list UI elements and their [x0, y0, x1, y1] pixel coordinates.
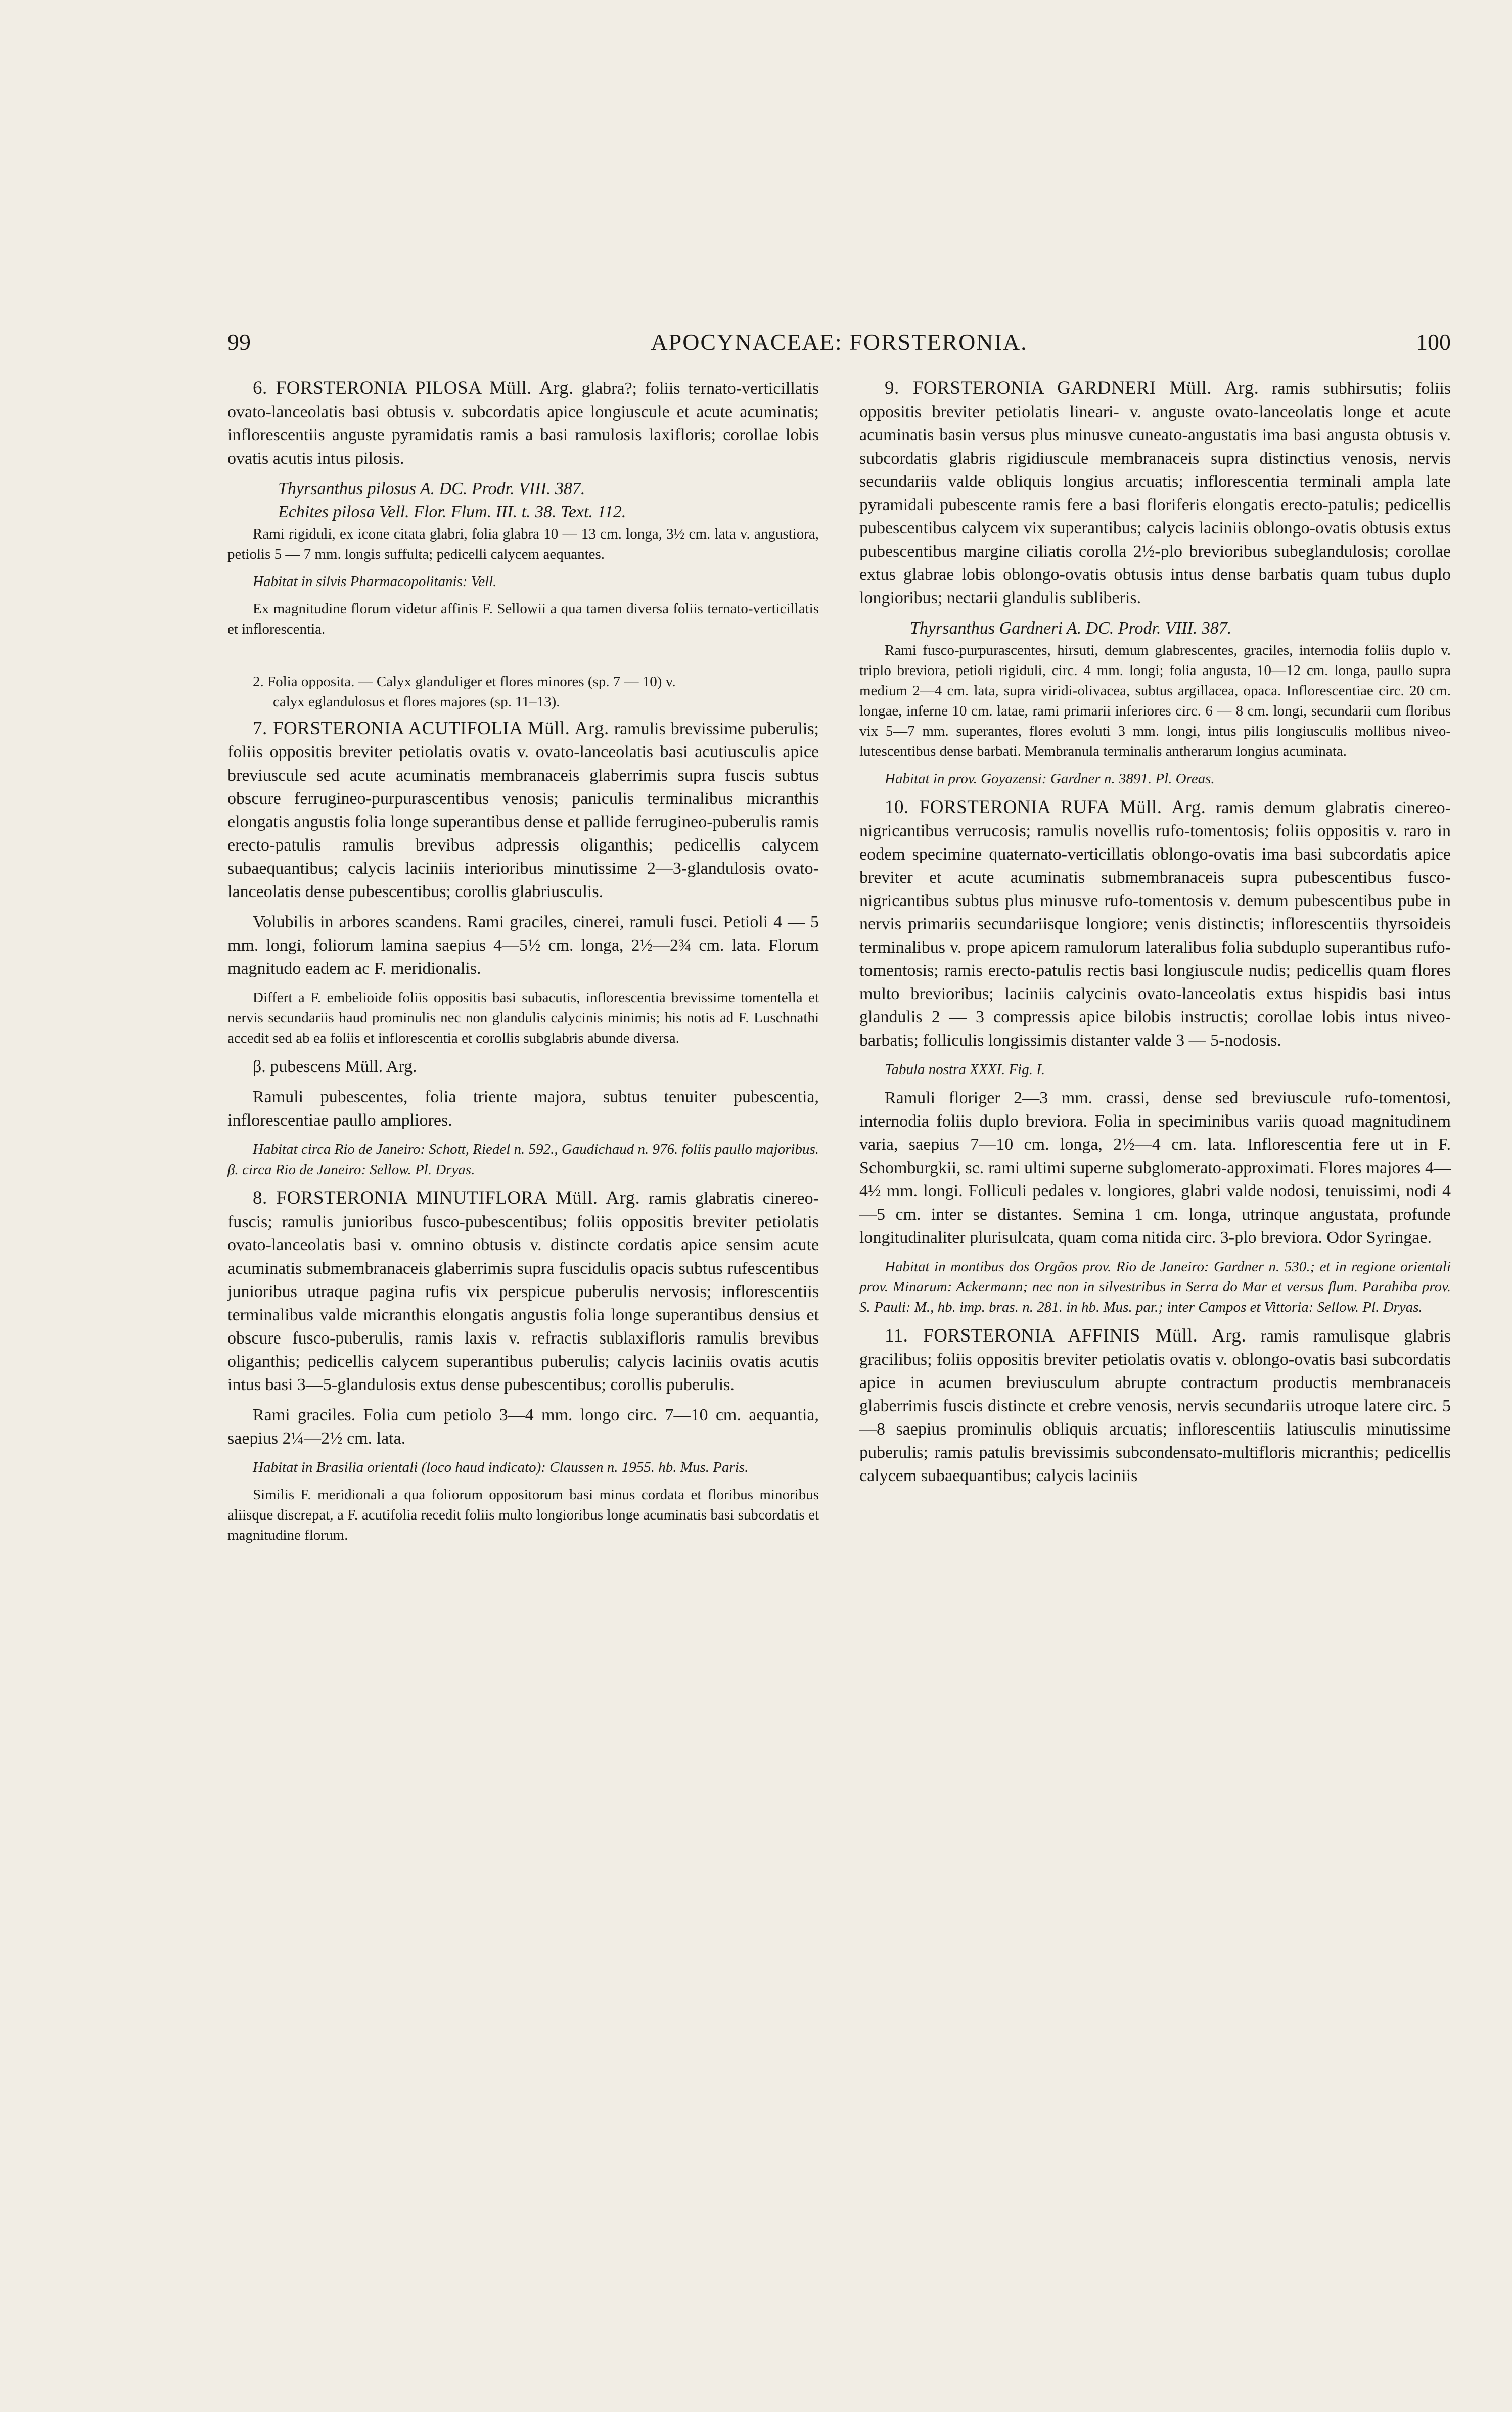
- species-description: Volubilis in arbores scandens. Rami graciles, cinerei, ramuli fusci. Petioli 4 — 5 mm. longi, foliorum lamina saepius 4—5½ cm. longa, 2½—2¾ cm. lata. Florum magnitudo eadem ac F. meridionalis.: [227, 913, 819, 978]
- column-divider: [843, 384, 844, 2093]
- species-entry-7: [227, 717, 819, 1180]
- species-entry-11: [859, 1324, 1451, 1488]
- species-diagnosis: ramis ramulisque glabris gracilibus; foliis oppositis breviter petiolatis ovatis v. oblongo-ovatis basi subcordatis apice in acumen breviusculum abrupte contractum productis membranaceis glaberrimis fuscis distincte et crebre venosis, nervis secundariis utroque latere circ. 5—8 saepius prominulis obliquis arcuatis; inflorescentiis latiusculis minutissime puberulis; ramis patulis brevissimis subcondensato-multifloris micranthis; pedicellis calycem subaequantibus; calycis laciniis: [859, 1327, 1451, 1485]
- species-note: Similis F. meridionali a qua foliorum oppositorum basi minus cordata et floribus minoribus aliisque discrepat, a F. acutifolia recedit foliis multo longioribus longe acuminatis basi subcordatis et magnitudine florum.: [227, 1487, 819, 1543]
- species-title: 8. FORSTERONIA MINUTIFLORA Müll. Arg.: [253, 1188, 640, 1209]
- habitat: Habitat in prov. Goyazensi: Gardner n. 3891. Pl. Oreas.: [885, 771, 1215, 787]
- habitat: Habitat in montibus dos Orgãos prov. Rio de Janeiro: Gardner n. 530.; et in regione orientali prov. Minarum: Ackermann; nec non in silvestribus in Serra do Mar et versus flum. Parahiba prov. S. Pauli: M., hb. imp. bras. n. 281. in hb. Mus. par.; inter Campos et Vittoria: Sellow. Pl. Dryas.: [859, 1259, 1451, 1315]
- running-header: [227, 329, 1451, 369]
- synonym: Echites pilosa Vell. Flor. Flum. III. t. 38. Text. 112.: [278, 503, 626, 521]
- spacer: [227, 646, 819, 666]
- habitat: Habitat circa Rio de Janeiro: Schott, Riedel n. 592., Gaudichaud n. 976. foliis paullo majoribus. β. circa Rio de Janeiro: Sellow. Pl. Dryas.: [227, 1141, 819, 1178]
- species-diagnosis: glabra?; foliis ternato-verticillatis ovato-lanceolatis basi obtusis v. subcordatis apice longiuscule et acute acuminatis; inflorescentiis anguste pyramidatis ramis a basi ramulosis laxifloris; corollae lobis ovatis acutis intus pilosis.: [227, 379, 819, 468]
- right-column: [859, 377, 1451, 1495]
- species-title: 9. FORSTERONIA GARDNERI Müll. Arg.: [885, 378, 1259, 398]
- species-title: 10. FORSTERONIA RUFA Müll. Arg.: [885, 797, 1206, 818]
- species-diagnosis: ramis glabratis cinereo-fuscis; ramulis junioribus fusco-pubescentibus; foliis oppositis breviter petiolatis ovato-lanceolatis basi v. omnino obtusis v. distincte cordatis apice sensim acute acuminatis submembranaceis glaberrimis supra fuscidulis opacis subtus rufescentibus junioribus utraque pagina rufis vix perspicue puberulis nervosis; inflorescentiis terminalibus valde micranthis elongatis angustis folia longe superantibus densius et obscure fusco-puberulis, ramis laxis v. refractis sublaxifloris ramulis brevibus oliganthis; pedicellis calycem superantibus puberulis; calycis laciniis ovatis acutis intus basi 3—5-glandulosis extus dense pubescentibus; corollis puberulis.: [227, 1189, 819, 1394]
- species-entry-10: [859, 796, 1451, 1317]
- synonym: Thyrsanthus pilosus A. DC. Prodr. VIII. 387.: [278, 479, 585, 498]
- key-line: calyx eglandulosus et flores majores (sp. 11–13).: [273, 694, 560, 710]
- left-column: [227, 377, 819, 1552]
- running-title: APOCYNACEAE: FORSTERONIA.: [651, 329, 1028, 355]
- variety-description: Ramuli pubescentes, folia triente majora, subtus tenuiter pubescentia, inflorescentiae paullo ampliores.: [227, 1088, 819, 1130]
- species-description: Rami fusco-purpurascentes, hirsuti, demum glabrescentes, graciles, internodia foliis duplo v. triplo breviora, petioli rigiduli, circ. 4 mm. longi; folia angusta, 10—12 cm. longa, paullo supra medium 2—4 cm. lata, supra viridi-olivacea, subtus argillacea, opaca. Inflorescentiae circ. 20 cm. longae, inferne 10 cm. latae, rami primarii inferiores circ. 6 — 8 cm. longi, secundarii cum floribus vix 5—7 mm. superantes, flores evoluti 3 mm. longi, intus pilis longiusculis mollibus niveo-lutescentibus dense barbati. Membranula terminalis antherarum longius acuminata.: [859, 642, 1451, 760]
- species-description: Rami rigiduli, ex icone citata glabri, folia glabra 10 — 13 cm. longa, 3½ cm. lata v. angustiora, petiolis 5 — 7 mm. longis suffulta; pedicelli calycem aequantes.: [227, 526, 819, 562]
- species-diagnosis: ramis demum glabratis cinereo-nigricantibus verrucosis; ramulis novellis rufo-tomentosis; foliis oppositis v. raro in eodem specimine quaternato-verticillatis oblongo-ovatis ima basi subcordatis apice breviter et acute acuminatis submembranaceis supra pubescentibus fusco-nigricantibus subtus plus minusve rufo-tomentosis v. demum pubescentibus pube in nervis primariis secundariisque longiore; venis distinctis; inflorescentiis thyrsoideis terminalibus v. prope apicem ramulorum lateralibus folia subduplo superantibus rufo-tomentosis; ramis erecto-patulis rectis basi longiuscule nudis; pedicellis quam flores multo brevioribus; laciniis calycinis ovato-lanceolatis extus hispidis basi intus glandulis 2 — 3 compressis apice bilobis instructis; corollae lobis intus niveo-barbatis; folliculis longissimis distanter valde 3 — 5-nodosis.: [859, 798, 1451, 1050]
- key-line: 2. Folia opposita. — Calyx glanduliger et flores minores (sp. 7 — 10) v.: [253, 674, 676, 690]
- habitat: Habitat in Brasilia orientali (loco haud indicato): Claussen n. 1955. hb. Mus. Paris.: [253, 1459, 749, 1476]
- key-couplet: [227, 672, 819, 712]
- page-number-right: 100: [1416, 329, 1451, 355]
- species-title: 7. FORSTERONIA ACUTIFOLIA Müll. Arg.: [253, 718, 609, 739]
- species-diagnosis: ramulis brevissime puberulis; foliis oppositis breviter petiolatis ovatis v. ovato-lanceolatis basi acutiusculis apice breviuscule sed acute acuminatis membranaceis glaberrimis supra fuscis subtus obscure ferrugineo-purpurascentibus venosis; paniculis terminalibus micranthis elongatis angustis folia longe superantibus dense et pallide ferrugineo-puberulis ramis erecto-patulis ramulis brevibus adpressis oliganthis; pedicellis calycem subaequantibus; calycis laciniis interioribus minutissime 2—3-glandulosis ovato-lanceolatis dense pubescentibus; corollis glabriusculis.: [227, 720, 819, 901]
- species-note: Ex magnitudine florum videtur affinis F. Sellowii a qua tamen diversa foliis ternato-verticillatis et inflorescentia.: [227, 601, 819, 637]
- species-entry-8: [227, 1187, 819, 1545]
- page-number-left: 99: [227, 329, 251, 355]
- species-entry-9: [859, 377, 1451, 789]
- species-description: Ramuli floriger 2—3 mm. crassi, dense sed breviuscule rufo-tomentosi, internodia foliis duplo breviora. Folia in speciminibus variis quoad magnitudinem varia, saepius 7—10 cm. longa, 2½—4 cm. lata. Inflorescentia fere ut in F. Schomburgkii, sc. rami ultimi superne subglomerato-approximati. Flores majores 4—4½ mm. longi. Folliculi pedales v. longiores, glabri valde nodosi, tenuissimi, nodi 4—5 cm. inter se distantes. Semina 1 cm. longa, utrinque angustata, profunde longitudinaliter plurisulcata, quam coma nitida circ. 3-plo breviora. Odor Syringae.: [859, 1089, 1451, 1247]
- species-title: 6. FORSTERONIA PILOSA Müll. Arg.: [253, 378, 574, 398]
- species-title: 11. FORSTERONIA AFFINIS Müll. Arg.: [885, 1325, 1247, 1346]
- plate-reference: Tabula nostra XXXI. Fig. I.: [885, 1061, 1045, 1078]
- species-diagnosis: ramis subhirsutis; foliis oppositis breviter petiolatis lineari- v. anguste ovato-lanceolatis longe et acute acuminatis basin versus plus minusve cuneato-angustatis ima basi angusta obtusis v. subcordatis glabris rigidiuscule membranaceis supra distinctius venosis, nervis secundariis valde obliquis longius arcuatis; inflorescentia terminali ampla late pyramidali pubescente ramis fere a basi floriferis elongatis erecto-patulis; pedicellis pubescentibus calycem vix superantibus; calycis laciniis oblongo-ovatis obtusis extus pubescentibus margine ciliatis corolla 2½-plo brevioribus subeglandulosis; corollae extus glabrae lobis oblongo-ovatis obtusis intus dense barbatis quam tubus duplo longioribus; nectarii glandulis subliberis.: [859, 379, 1451, 607]
- species-description: Rami graciles. Folia cum petiolo 3—4 mm. longo circ. 7—10 cm. aequantia, saepius 2¼—2½ cm. lata.: [227, 1406, 819, 1448]
- synonym: Thyrsanthus Gardneri A. DC. Prodr. VIII. 387.: [910, 619, 1232, 638]
- species-note: Differt a F. embelioide foliis oppositis basi subacutis, inflorescentia brevissime tomentella et nervis secundariis haud prominulis nec non glandulis calycinis minimis; his notis ad F. Luschnathi accedit sed ab ea foliis et inflorescentia et corollis subglabris abunde diversa.: [227, 990, 819, 1046]
- habitat: Habitat in silvis Pharmacopolitanis: Vell.: [253, 573, 497, 590]
- variety-title: β. pubescens Müll. Arg.: [253, 1057, 417, 1076]
- species-entry-6: [227, 377, 819, 639]
